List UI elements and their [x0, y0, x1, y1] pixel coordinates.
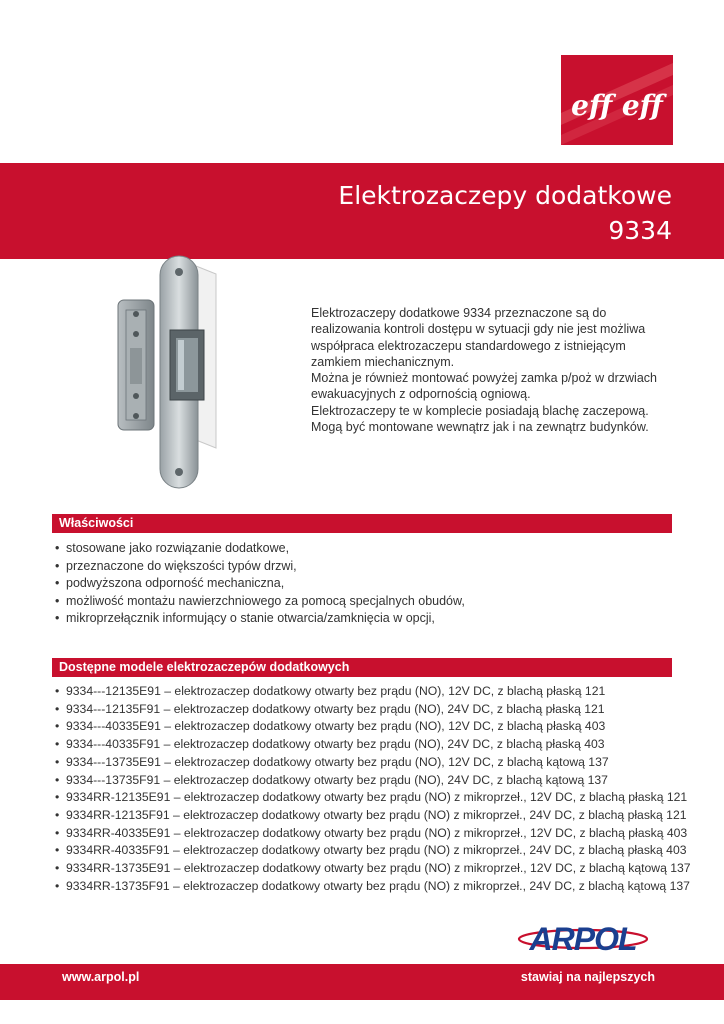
list-item: • możliwość montażu nawierzchniowego za pomocą specjalnych obudów,	[53, 593, 465, 611]
list-item: • przeznaczone do większości typów drzwi,	[53, 558, 465, 576]
footer	[0, 964, 724, 1000]
models-list	[53, 683, 691, 895]
models-heading: Dostępne modele elektrozaczepów dodatkowych	[52, 658, 672, 677]
list-item: • mikroprzełącznik informujący o stanie otwarcia/zamknięcia w opcji,	[53, 610, 465, 628]
intro-text	[311, 305, 676, 435]
product-image	[108, 248, 228, 496]
features-heading: Właściwości	[52, 514, 672, 533]
effeff-logo	[561, 55, 673, 145]
arpol-logo-text: ARPOL	[529, 921, 637, 957]
title-band	[0, 163, 724, 259]
slogan: stawiaj na najlepszych	[520, 970, 655, 984]
effeff-logo-text: eff eff	[571, 89, 663, 122]
intro-paragraph: Elektrozaczepy dodatkowe 9334 przeznaczone są do realizowania kontroli dostępu w sytuacji gdy nie jest możliwa współpraca elektrozaczepu standardowego z istniejącym zamkiem miechanicznym.	[311, 306, 646, 369]
list-item: • 9334RR-12135F91 – elektrozaczep dodatkowy otwarty bez prądu (NO) z mikroprzeł., 24V DC, z blachą płaską 121	[53, 807, 691, 825]
intro-paragraph: Można je również montować powyżej zamka p/poż w drzwiach ewakuacyjnych z odpornością ogniową.	[311, 371, 657, 402]
list-item: • 9334---40335E91 – elektrozaczep dodatkowy otwarty bez prądu (NO), 12V DC, z blachą płaską 403	[53, 718, 691, 736]
list-item: • 9334---13735F91 – elektrozaczep dodatkowy otwarty bez prądu (NO), 24V DC, z blachą kątową 137	[53, 772, 691, 790]
title-line: Elektrozaczepy dodatkowe	[338, 181, 672, 210]
intro-paragraph: Mogą być montowane wewnątrz jak i na zewnątrz budynków.	[311, 420, 649, 435]
features-list	[53, 540, 465, 628]
list-item: • 9334---12135E91 – elektrozaczep dodatkowy otwarty bez prądu (NO), 12V DC, z blachą płaską 121	[53, 683, 691, 701]
list-item: • 9334RR-40335E91 – elektrozaczep dodatkowy otwarty bez prądu (NO) z mikroprzeł., 12V DC, z blachą płaską 403	[53, 825, 691, 843]
list-item: • 9334---12135F91 – elektrozaczep dodatkowy otwarty bez prądu (NO), 24V DC, z blachą płaską 121	[53, 701, 691, 719]
list-item: • 9334RR-40335F91 – elektrozaczep dodatkowy otwarty bez prądu (NO) z mikroprzeł., 24V DC, z blachą płaską 403	[53, 842, 691, 860]
intro-paragraph: Elektrozaczepy te w komplecie posiadają blachę zaczepową.	[311, 403, 649, 418]
list-item: • 9334RR-13735F91 – elektrozaczep dodatkowy otwarty bez prądu (NO) z mikroprzeł., 24V DC, z blachą kątową 137	[53, 878, 691, 896]
list-item: • 9334---13735E91 – elektrozaczep dodatkowy otwarty bez prądu (NO), 12V DC, z blachą kątową 137	[53, 754, 691, 772]
list-item: • 9334RR-13735E91 – elektrozaczep dodatkowy otwarty bez prądu (NO) z mikroprzeł., 12V DC, z blachą kątową 137	[53, 860, 691, 878]
list-item: • podwyższona odporność mechaniczna,	[53, 575, 465, 593]
arpol-logo	[516, 920, 651, 958]
list-item: • 9334---40335F91 – elektrozaczep dodatkowy otwarty bez prądu (NO), 24V DC, z blachą płaską 403	[53, 736, 691, 754]
page-title	[338, 178, 672, 248]
website-link[interactable]: www.arpol.pl	[62, 970, 140, 984]
list-item: • 9334RR-12135E91 – elektrozaczep dodatkowy otwarty bez prądu (NO) z mikroprzeł., 12V DC, z blachą płaską 121	[53, 789, 691, 807]
model-number: 9334	[608, 216, 672, 245]
list-item: • stosowane jako rozwiązanie dodatkowe,	[53, 540, 465, 558]
